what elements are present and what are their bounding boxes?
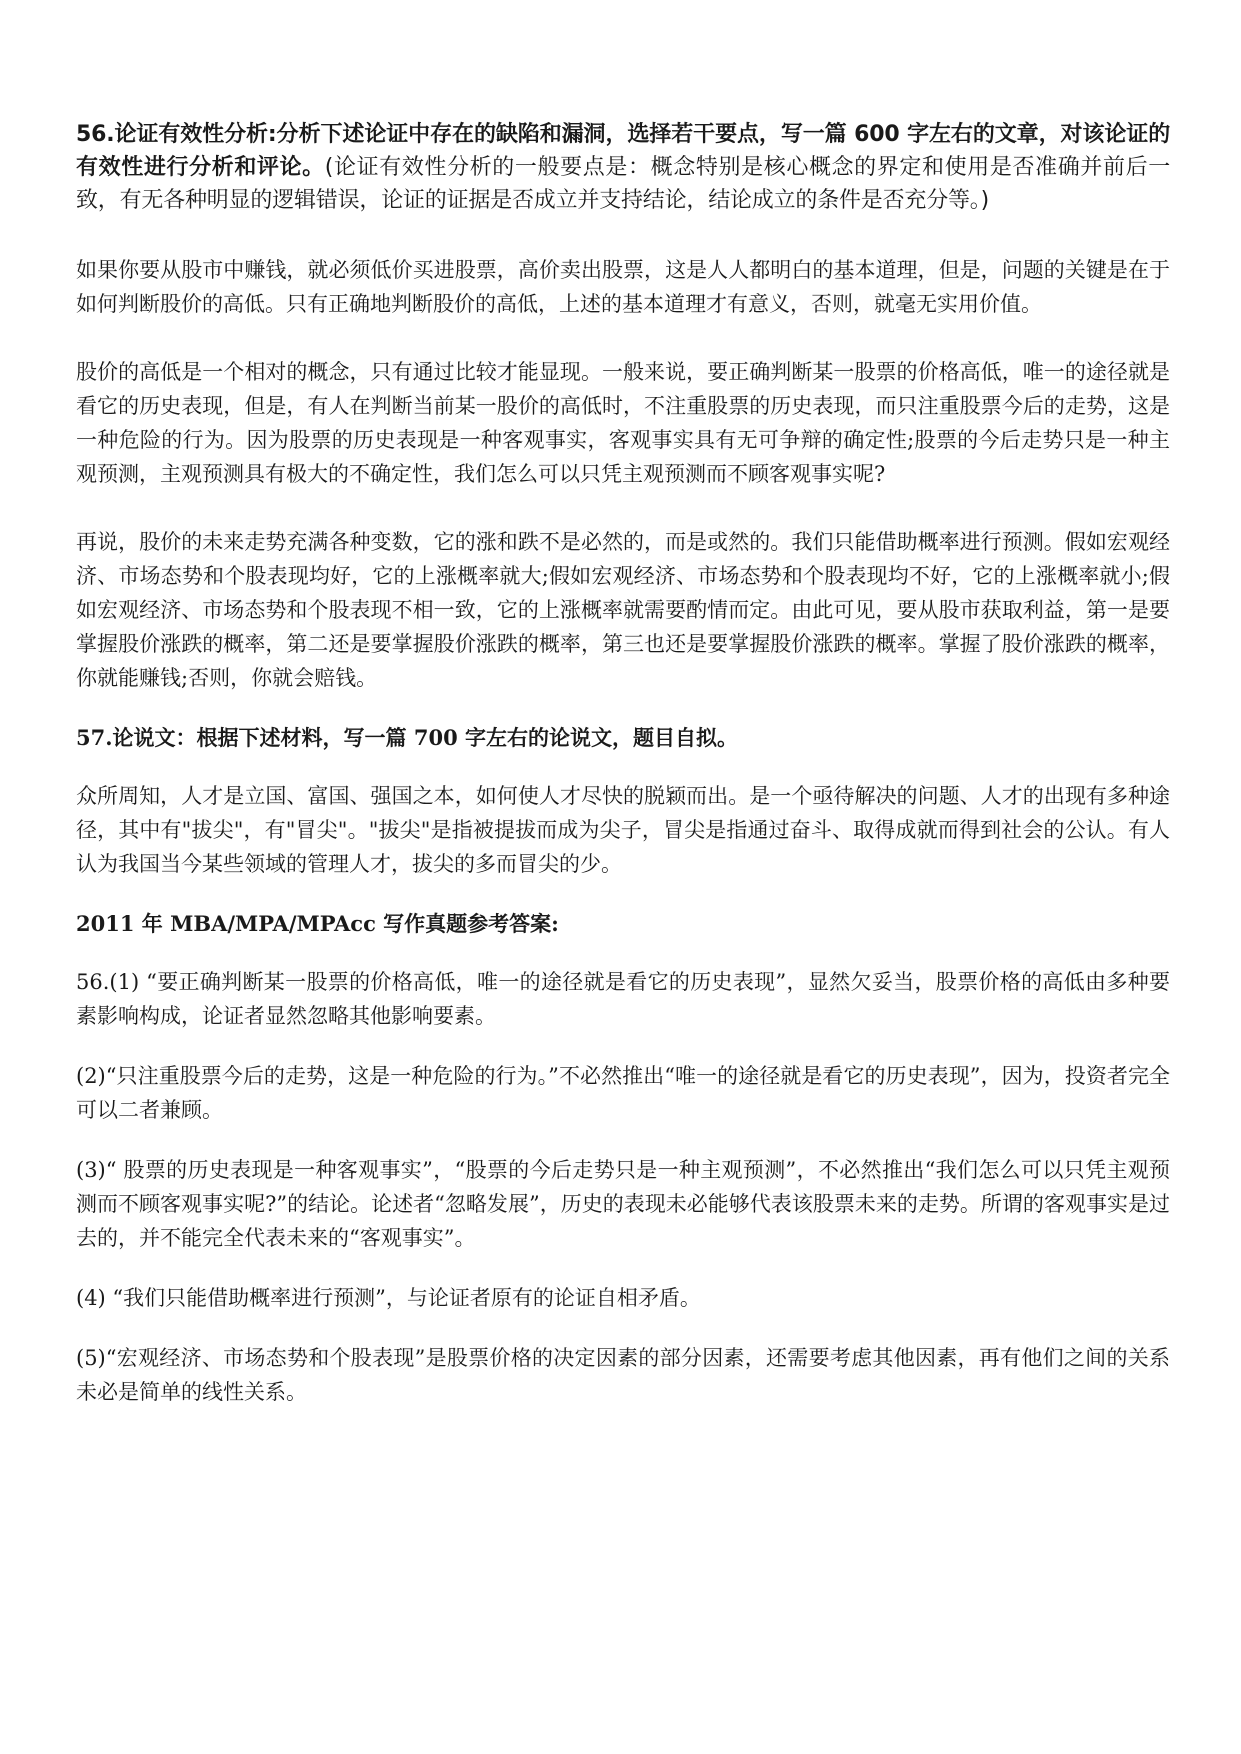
answer-item-4: (4) “我们只能借助概率进行预测”，与论证者原有的论证自相矛盾。 <box>76 1286 701 1310</box>
document-page <box>76 118 1170 1435</box>
answer-item-3: (3)“ 股票的历史表现是一种客观事实”，“股票的今后走势只是一种主观预测”，不必然推出“我们怎么可以只凭主观预测而不顾客观事实呢?”的结论。论述者“忽略发展”，历史的表现未必能够代表该股票未来的走势。所谓的客观事实是过去的，并不能完全代表未来的“客观事实”。 <box>76 1158 1170 1250</box>
question-56-paragraph-3: 再说，股价的未来走势充满各种变数，它的涨和跌不是必然的，而是或然的。我们只能借助概率进行预测。假如宏观经济、市场态势和个股表现均好，它的上涨概率就大;假如宏观经济、市场态势和个股表现均不好，它的上涨概率就小;假如宏观经济、市场态势和个股表现不相一致，它的上涨概率就需要酌情而定。由此可见，要从股市获取利益，第一是要掌握股价涨跌的概率，第二还是要掌握股价涨跌的概率，第三也还是要掌握股价涨跌的概率。掌握了股价涨跌的概率，你就能赚钱;否则，你就会赔钱。 <box>76 530 1170 690</box>
question-57-heading: 57.论说文：根据下述材料，写一篇 700 字左右的论说文，题目自拟。 <box>76 725 738 750</box>
question-56-prompt <box>76 118 1170 217</box>
question-57-paragraph: 众所周知，人才是立国、富国、强国之本，如何使人才尽快的脱颖而出。是一个亟待解决的问题、人才的出现有多种途径，其中有"拔尖"，有"冒尖"。"拔尖"是指被提拔而成为尖子，冒尖是指通过奋斗、取得成就而得到社会的公认。有人认为我国当今某些领域的管理人才，拔尖的多而冒尖的少。 <box>76 784 1170 876</box>
question-56-prompt-note: (论证有效性分析的一般要点是：概念特别是核心概念的界定和使用是否准确并前后一致，有无各种明显的逻辑错误，论证的证据是否成立并支持结论，结论成立的条件是否充分等。) <box>76 155 1170 213</box>
answer-item-2: (2)“只注重股票今后的走势，这是一种危险的行为。”不必然推出“唯一的途径就是看它的历史表现”，因为，投资者完全可以二者兼顾。 <box>76 1064 1170 1122</box>
question-56-paragraph-2: 股价的高低是一个相对的概念，只有通过比较才能显现。一般来说，要正确判断某一股票的价格高低，唯一的途径就是看它的历史表现，但是，有人在判断当前某一股价的高低时，不注重股票的历史表现，而只注重股票今后的走势，这是一种危险的行为。因为股票的历史表现是一种客观事实，客观事实具有无可争辩的确定性;股票的今后走势只是一种主观预测，主观预测具有极大的不确定性，我们怎么可以只凭主观预测而不顾客观事实呢? <box>76 360 1170 486</box>
question-56-paragraph-1: 如果你要从股市中赚钱，就必须低价买进股票，高价卖出股票，这是人人都明白的基本道理，但是，问题的关键是在于如何判断股价的高低。只有正确地判断股价的高低，上述的基本道理才有意义，否则，就毫无实用价值。 <box>76 258 1170 316</box>
answers-heading: 2011 年 MBA/MPA/MPAcc 写作真题参考答案: <box>76 911 559 936</box>
answer-item-1: 56.(1) “要正确判断某一股票的价格高低，唯一的途径就是看它的历史表现”，显然欠妥当，股票价格的高低由多种要素影响构成，论证者显然忽略其他影响要素。 <box>76 970 1170 1028</box>
question-56-prompt-bold: 56.论证有效性分析:分析下述论证中存在的缺陷和漏洞，选择若干要点，写一篇 600 字左右的文章，对该论证的有效性进行分析和评论。 <box>76 122 1170 180</box>
answer-item-5: (5)“宏观经济、市场态势和个股表现”是股票价格的决定因素的部分因素，还需要考虑其他因素，再有他们之间的关系未必是简单的线性关系。 <box>76 1346 1170 1404</box>
